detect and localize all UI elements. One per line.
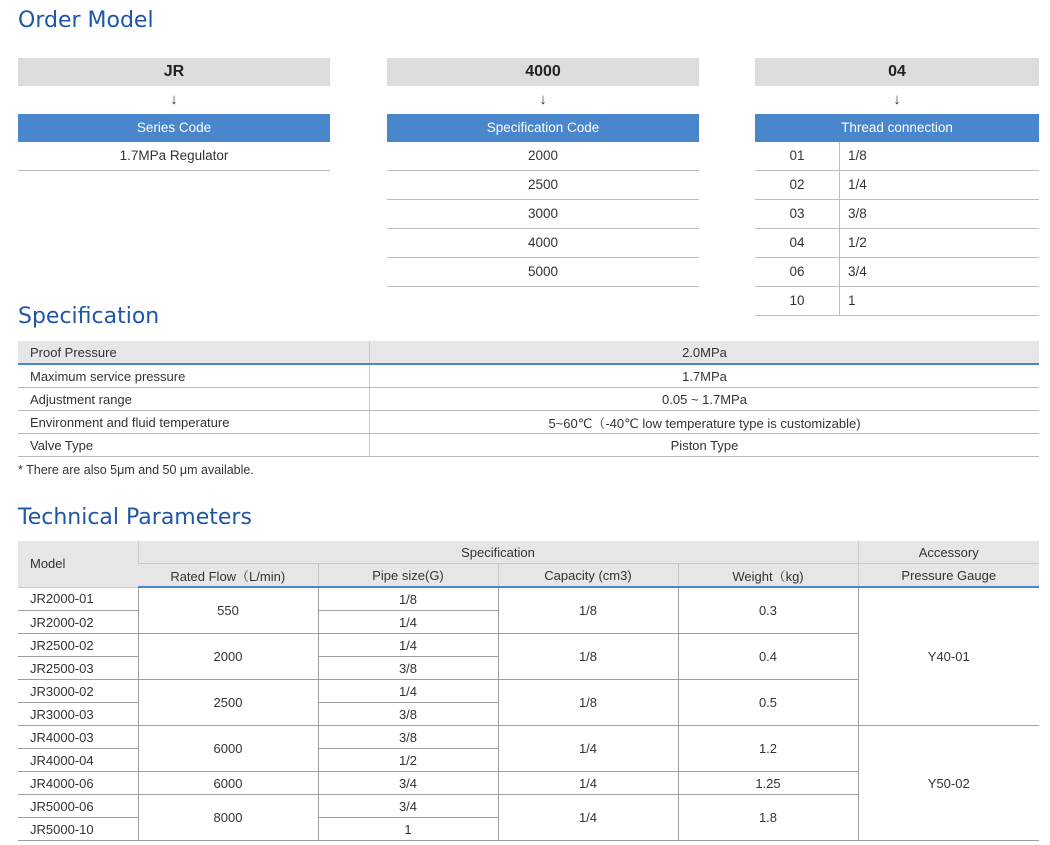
thread-size: 3/8 bbox=[848, 206, 867, 221]
thread-size: 1/8 bbox=[848, 148, 867, 163]
thread-size: 1/2 bbox=[848, 235, 867, 250]
accessory-cell: Y50-02 bbox=[858, 726, 1039, 841]
capacity-cell: 1/4 bbox=[498, 726, 678, 772]
pipe-size-cell: 1/4 bbox=[318, 634, 498, 657]
model-cell: JR3000-02 bbox=[18, 680, 138, 703]
table-row bbox=[18, 587, 1039, 611]
capacity-cell: 1/8 bbox=[498, 587, 678, 634]
table-row bbox=[18, 726, 1039, 749]
model-cell: JR2500-03 bbox=[18, 657, 138, 680]
model-header: Model bbox=[18, 541, 138, 587]
rated-flow-header: Rated Flow（L/min) bbox=[138, 564, 318, 588]
technical-parameters-table bbox=[18, 541, 1039, 841]
pipe-size-header: Pipe size(G) bbox=[318, 564, 498, 588]
model-cell: JR3000-03 bbox=[18, 703, 138, 726]
pipe-size-cell: 1/4 bbox=[318, 680, 498, 703]
series-code-column bbox=[18, 58, 330, 171]
thread-code: 04 bbox=[755, 229, 840, 257]
pressure-gauge-header: Pressure Gauge bbox=[858, 564, 1039, 588]
pipe-size-cell: 3/8 bbox=[318, 657, 498, 680]
weight-cell: 1.25 bbox=[678, 772, 858, 795]
series-code-value: JR bbox=[18, 58, 330, 86]
spec-label: Adjustment range bbox=[18, 388, 370, 411]
spec-label: Environment and fluid temperature bbox=[18, 411, 370, 434]
accessory-header: Accessory bbox=[858, 541, 1039, 564]
weight-cell: 0.3 bbox=[678, 587, 858, 634]
thread-size: 1 bbox=[848, 293, 856, 308]
pipe-size-cell: 3/4 bbox=[318, 795, 498, 818]
pipe-size-cell: 3/8 bbox=[318, 726, 498, 749]
series-code-header: Series Code bbox=[18, 114, 330, 142]
weight-header: Weight（kg) bbox=[678, 564, 858, 588]
thread-connection-value: 04 bbox=[755, 58, 1039, 86]
capacity-cell: 1/4 bbox=[498, 795, 678, 841]
model-cell: JR4000-03 bbox=[18, 726, 138, 749]
model-cell: JR2000-02 bbox=[18, 611, 138, 634]
series-code-row: 1.7MPa Regulator bbox=[18, 142, 330, 171]
model-cell: JR2500-02 bbox=[18, 634, 138, 657]
thread-connection-header: Thread connection bbox=[755, 114, 1039, 142]
spec-value: 1.7MPa bbox=[370, 364, 1040, 388]
thread-row bbox=[755, 287, 1039, 316]
spec-value: 5~60℃（-40℃ low temperature type is customizable) bbox=[370, 411, 1040, 434]
pipe-size-cell: 1/8 bbox=[318, 587, 498, 611]
thread-code: 03 bbox=[755, 200, 840, 228]
specification-code-row: 5000 bbox=[387, 258, 699, 287]
model-cell: JR2000-01 bbox=[18, 587, 138, 611]
rated-flow-cell: 6000 bbox=[138, 772, 318, 795]
weight-cell: 0.5 bbox=[678, 680, 858, 726]
spec-row bbox=[18, 434, 1039, 457]
thread-code: 02 bbox=[755, 171, 840, 199]
capacity-header: Capacity (cm3) bbox=[498, 564, 678, 588]
weight-cell: 1.8 bbox=[678, 795, 858, 841]
pipe-size-cell: 1/4 bbox=[318, 611, 498, 634]
spec-value: Piston Type bbox=[370, 434, 1040, 457]
specification-code-row: 2000 bbox=[387, 142, 699, 171]
down-arrow-icon: ↓ bbox=[893, 91, 901, 108]
footnote: * There are also 5μm and 50 μm available. bbox=[18, 463, 254, 477]
specification-code-row: 3000 bbox=[387, 200, 699, 229]
capacity-cell: 1/8 bbox=[498, 680, 678, 726]
spec-row bbox=[18, 364, 1039, 388]
model-cell: JR5000-06 bbox=[18, 795, 138, 818]
model-cell: JR5000-10 bbox=[18, 818, 138, 841]
rated-flow-cell: 2500 bbox=[138, 680, 318, 726]
capacity-cell: 1/8 bbox=[498, 634, 678, 680]
thread-row bbox=[755, 229, 1039, 258]
spec-label: Proof Pressure bbox=[18, 341, 370, 364]
specification-code-row: 4000 bbox=[387, 229, 699, 258]
weight-cell: 0.4 bbox=[678, 634, 858, 680]
thread-code: 01 bbox=[755, 142, 840, 170]
rated-flow-cell: 8000 bbox=[138, 795, 318, 841]
down-arrow-icon: ↓ bbox=[170, 91, 178, 108]
spec-label: Maximum service pressure bbox=[18, 364, 370, 388]
spec-value: 0.05 ~ 1.7MPa bbox=[370, 388, 1040, 411]
down-arrow-icon: ↓ bbox=[539, 91, 547, 108]
technical-parameters-title: Technical Parameters bbox=[18, 505, 252, 530]
spec-label: Valve Type bbox=[18, 434, 370, 457]
accessory-cell: Y40-01 bbox=[858, 587, 1039, 726]
thread-connection-column bbox=[755, 58, 1039, 316]
thread-code: 06 bbox=[755, 258, 840, 286]
order-model-title: Order Model bbox=[18, 8, 154, 33]
capacity-cell: 1/4 bbox=[498, 772, 678, 795]
specification-code-value: 4000 bbox=[387, 58, 699, 86]
rated-flow-cell: 6000 bbox=[138, 726, 318, 772]
specification-table bbox=[18, 341, 1039, 457]
spec-row bbox=[18, 341, 1039, 364]
thread-row bbox=[755, 258, 1039, 287]
spec-row bbox=[18, 388, 1039, 411]
thread-code: 10 bbox=[755, 287, 840, 315]
spec-value: 2.0MPa bbox=[370, 341, 1040, 364]
specification-code-row: 2500 bbox=[387, 171, 699, 200]
specification-code-header: Specification Code bbox=[387, 114, 699, 142]
specification-code-column bbox=[387, 58, 699, 287]
specification-header: Specification bbox=[138, 541, 858, 564]
rated-flow-cell: 550 bbox=[138, 587, 318, 634]
pipe-size-cell: 1 bbox=[318, 818, 498, 841]
rated-flow-cell: 2000 bbox=[138, 634, 318, 680]
thread-row bbox=[755, 171, 1039, 200]
spec-row bbox=[18, 411, 1039, 434]
thread-size: 1/4 bbox=[848, 177, 867, 192]
thread-row bbox=[755, 200, 1039, 229]
specification-title: Specification bbox=[18, 304, 160, 329]
model-cell: JR4000-06 bbox=[18, 772, 138, 795]
pipe-size-cell: 3/4 bbox=[318, 772, 498, 795]
model-cell: JR4000-04 bbox=[18, 749, 138, 772]
pipe-size-cell: 1/2 bbox=[318, 749, 498, 772]
pipe-size-cell: 3/8 bbox=[318, 703, 498, 726]
thread-size: 3/4 bbox=[848, 264, 867, 279]
weight-cell: 1.2 bbox=[678, 726, 858, 772]
thread-row bbox=[755, 142, 1039, 171]
